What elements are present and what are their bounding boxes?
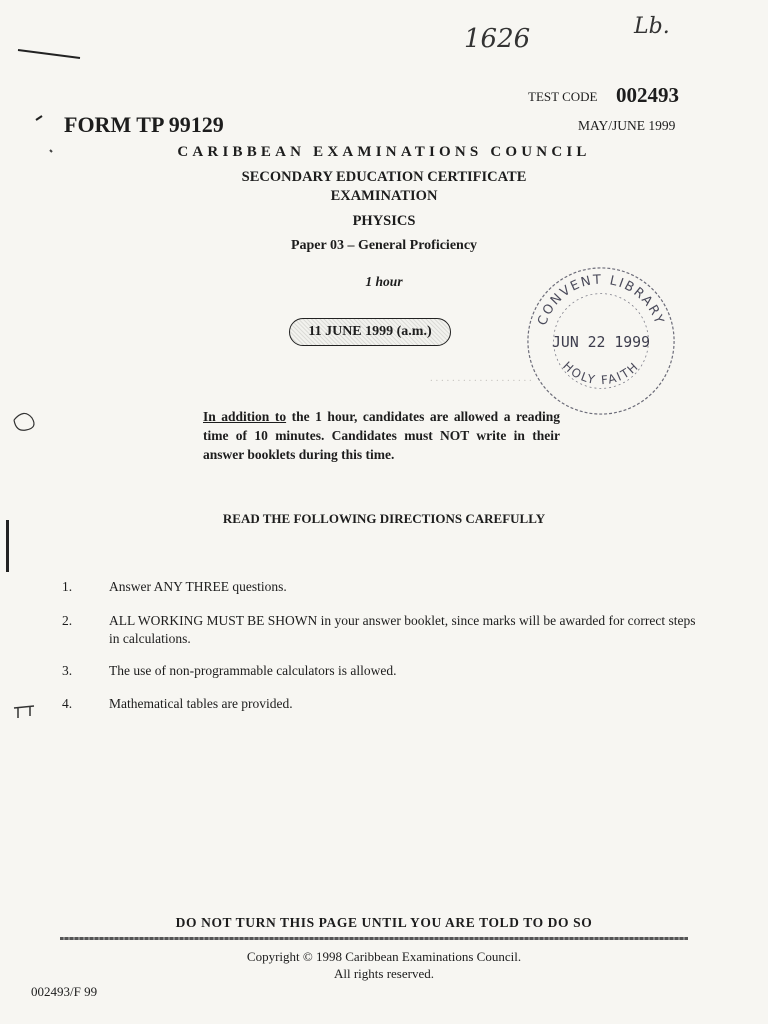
council-title: CARIBBEAN EXAMINATIONS COUNCIL bbox=[177, 144, 591, 160]
exam-date: 11 JUNE 1999 (a.m.) bbox=[308, 324, 432, 339]
copyright: Copyright © 1998 Caribbean Examinations Council. bbox=[246, 949, 522, 964]
do-not-turn-warning: DO NOT TURN THIS PAGE UNTIL YOU ARE TOLD TO DO SO bbox=[175, 915, 593, 930]
form-number: FORM TP 99129 bbox=[64, 112, 224, 137]
direction-text: ALL WORKING MUST BE SHOWN in your answer booklet, since marks will be awarded for correct steps in calculations. bbox=[109, 613, 696, 646]
direction-text: Answer ANY THREE questions. bbox=[109, 579, 287, 594]
footer-rule bbox=[60, 937, 688, 940]
direction-item bbox=[62, 662, 702, 680]
paper-title: Paper 03 – General Proficiency bbox=[290, 238, 478, 253]
session: MAY/JUNE 1999 bbox=[578, 118, 676, 133]
library-stamp bbox=[522, 262, 680, 420]
rights-reserved: All rights reserved. bbox=[333, 966, 434, 981]
svg-text:CONVENT LIBRARY bbox=[535, 273, 667, 328]
svg-text:HOLY FAITH bbox=[560, 359, 642, 388]
stamp-bottom-text: HOLY FAITH bbox=[560, 358, 642, 388]
direction-number: 2. bbox=[62, 613, 73, 628]
test-code: 002493 bbox=[616, 83, 679, 107]
directions-heading: READ THE FOLLOWING DIRECTIONS CAREFULLY bbox=[222, 511, 546, 526]
direction-number: 3. bbox=[62, 663, 73, 678]
direction-item bbox=[62, 612, 702, 648]
duration: 1 hour bbox=[365, 274, 403, 289]
direction-item bbox=[62, 578, 702, 596]
handwritten-initials: Lb. bbox=[634, 14, 670, 39]
direction-number: 4. bbox=[62, 696, 73, 711]
test-code-label: TEST CODE bbox=[528, 89, 598, 104]
reading-time-note bbox=[203, 407, 560, 464]
direction-number: 1. bbox=[62, 579, 73, 594]
direction-item bbox=[62, 695, 702, 713]
direction-text: Mathematical tables are provided. bbox=[109, 696, 293, 711]
subject-title: PHYSICS bbox=[352, 213, 416, 229]
bleed-through: . . . . . . . . . . . . . . . . . . . bbox=[430, 372, 532, 384]
stamp-date: JUN 22 1999 bbox=[552, 333, 650, 351]
exam-date-box bbox=[289, 318, 451, 346]
certificate-title: SECONDARY EDUCATION CERTIFICATE bbox=[241, 169, 527, 185]
examination-title: EXAMINATION bbox=[330, 188, 438, 204]
note-underlined: In addition to bbox=[203, 409, 287, 424]
direction-text: The use of non-programmable calculators is allowed. bbox=[109, 663, 397, 678]
handwritten-number: 1626 bbox=[464, 24, 531, 54]
footer-code: 002493/F 99 bbox=[31, 984, 98, 999]
stamp-top-text: CONVENT LIBRARY bbox=[535, 272, 667, 328]
note-text: the 1 hour, candidates are allowed a reading time of 10 minutes. Candidates must NOT write in their answer booklets during this time. bbox=[203, 409, 560, 462]
